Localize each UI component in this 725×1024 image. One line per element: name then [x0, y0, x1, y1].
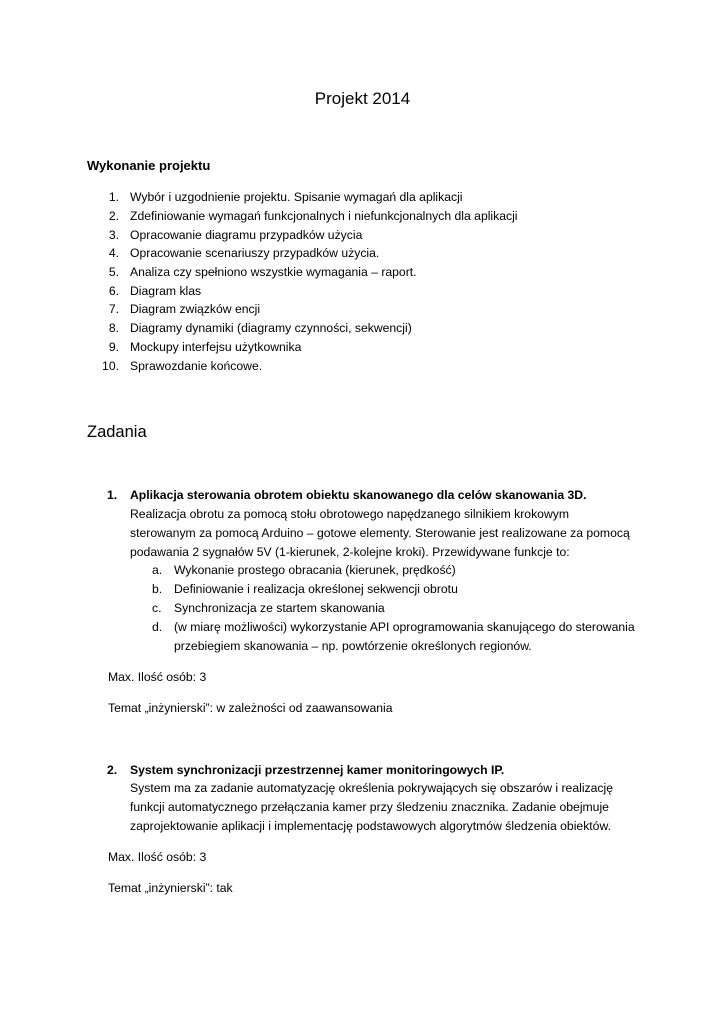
subitem-letter: a. — [152, 563, 163, 577]
list-item-text: Sprawozdanie końcowe. — [130, 359, 263, 373]
task-number: 1. — [107, 488, 118, 502]
task-title: System synchronizacji przestrzennej kamer monitoringowych IP. — [130, 763, 505, 777]
list-item-number: 7. — [108, 302, 119, 316]
subitem-text: Synchronizacja ze startem skanowania — [174, 601, 385, 615]
page-title: Projekt 2014 — [314, 89, 411, 108]
engineering-topic: Temat „inżynierski”: tak — [108, 881, 233, 895]
task-description-line: sterowanym za pomocą Arduino – gotowe elementy. Sterowanie jest realizowane za pomocą — [130, 526, 630, 540]
task-description-line: Realizacja obrotu za pomocą stołu obrotowego napędzanego silnikiem krokowym — [130, 507, 569, 521]
list-item-number: 9. — [108, 340, 119, 354]
engineering-topic: Temat „inżynierski”: w zależności od zaawansowania — [108, 701, 393, 715]
section-heading-wykonanie: Wykonanie projektu — [87, 158, 211, 173]
subitem-text: (w miarę możliwości) wykorzystanie API oprogramowania skanującego do sterowania — [174, 620, 635, 634]
list-item-text: Diagram klas — [130, 284, 202, 298]
subitem-letter: b. — [152, 582, 163, 596]
list-item-number: 4. — [108, 246, 119, 260]
list-item-text: Mockupy interfejsu użytkownika — [130, 340, 302, 354]
list-item-number: 10. — [102, 359, 119, 373]
subitem-text: Wykonanie prostego obracania (kierunek, prędkość) — [174, 563, 456, 577]
task-description-line: System ma za zadanie automatyzację określenia pokrywających się obszarów i realizację — [130, 781, 613, 795]
list-item-text: Wybór i uzgodnienie projektu. Spisanie wymagań dla aplikacji — [130, 190, 463, 204]
list-item-text: Diagramy dynamiki (diagramy czynności, sekwencji) — [130, 321, 412, 335]
list-item-text: Zdefiniowanie wymagań funkcjonalnych i niefunkcjonalnych dla aplikacji — [130, 209, 518, 223]
subitem-text: przebiegiem skanowania – np. powtórzenie określonych regionów. — [174, 639, 532, 653]
task-title: Aplikacja sterowania obrotem obiektu skanowanego dla celów skanowania 3D. — [130, 488, 587, 502]
task-description-line: podawania 2 sygnałów 5V (1-kierunek, 2-kolejne kroki). Przewidywane funkcje to: — [130, 545, 570, 559]
list-item-text: Analiza czy spełniono wszystkie wymagania – raport. — [130, 265, 417, 279]
list-item-number: 8. — [108, 321, 119, 335]
list-item-number: 6. — [108, 284, 119, 298]
list-item-text: Opracowanie diagramu przypadków użycia — [130, 228, 363, 242]
section-heading-zadania: Zadania — [87, 423, 147, 441]
max-persons: Max. Ilość osób: 3 — [108, 670, 207, 684]
subitem-text: Definiowanie i realizacja określonej sekwencji obrotu — [174, 582, 458, 596]
list-item-number: 1. — [108, 190, 119, 204]
task-description-line: funkcji automatycznego przełączania kamer przy śledzeniu znacznika. Zadanie obejmuje — [130, 800, 609, 814]
list-item-number: 2. — [108, 209, 119, 223]
task-number: 2. — [107, 763, 118, 777]
max-persons: Max. Ilość osób: 3 — [108, 850, 207, 864]
subitem-letter: c. — [152, 601, 162, 615]
list-item-text: Opracowanie scenariuszy przypadków użycia. — [130, 246, 380, 260]
list-item-number: 5. — [108, 265, 119, 279]
task-description-line: zaprojektowanie aplikacji i implementację podstawowych algorytmów śledzenia obiektów. — [130, 819, 611, 833]
list-item-text: Diagram związków encji — [130, 302, 261, 316]
subitem-letter: d. — [152, 620, 163, 634]
list-item-number: 3. — [108, 228, 119, 242]
